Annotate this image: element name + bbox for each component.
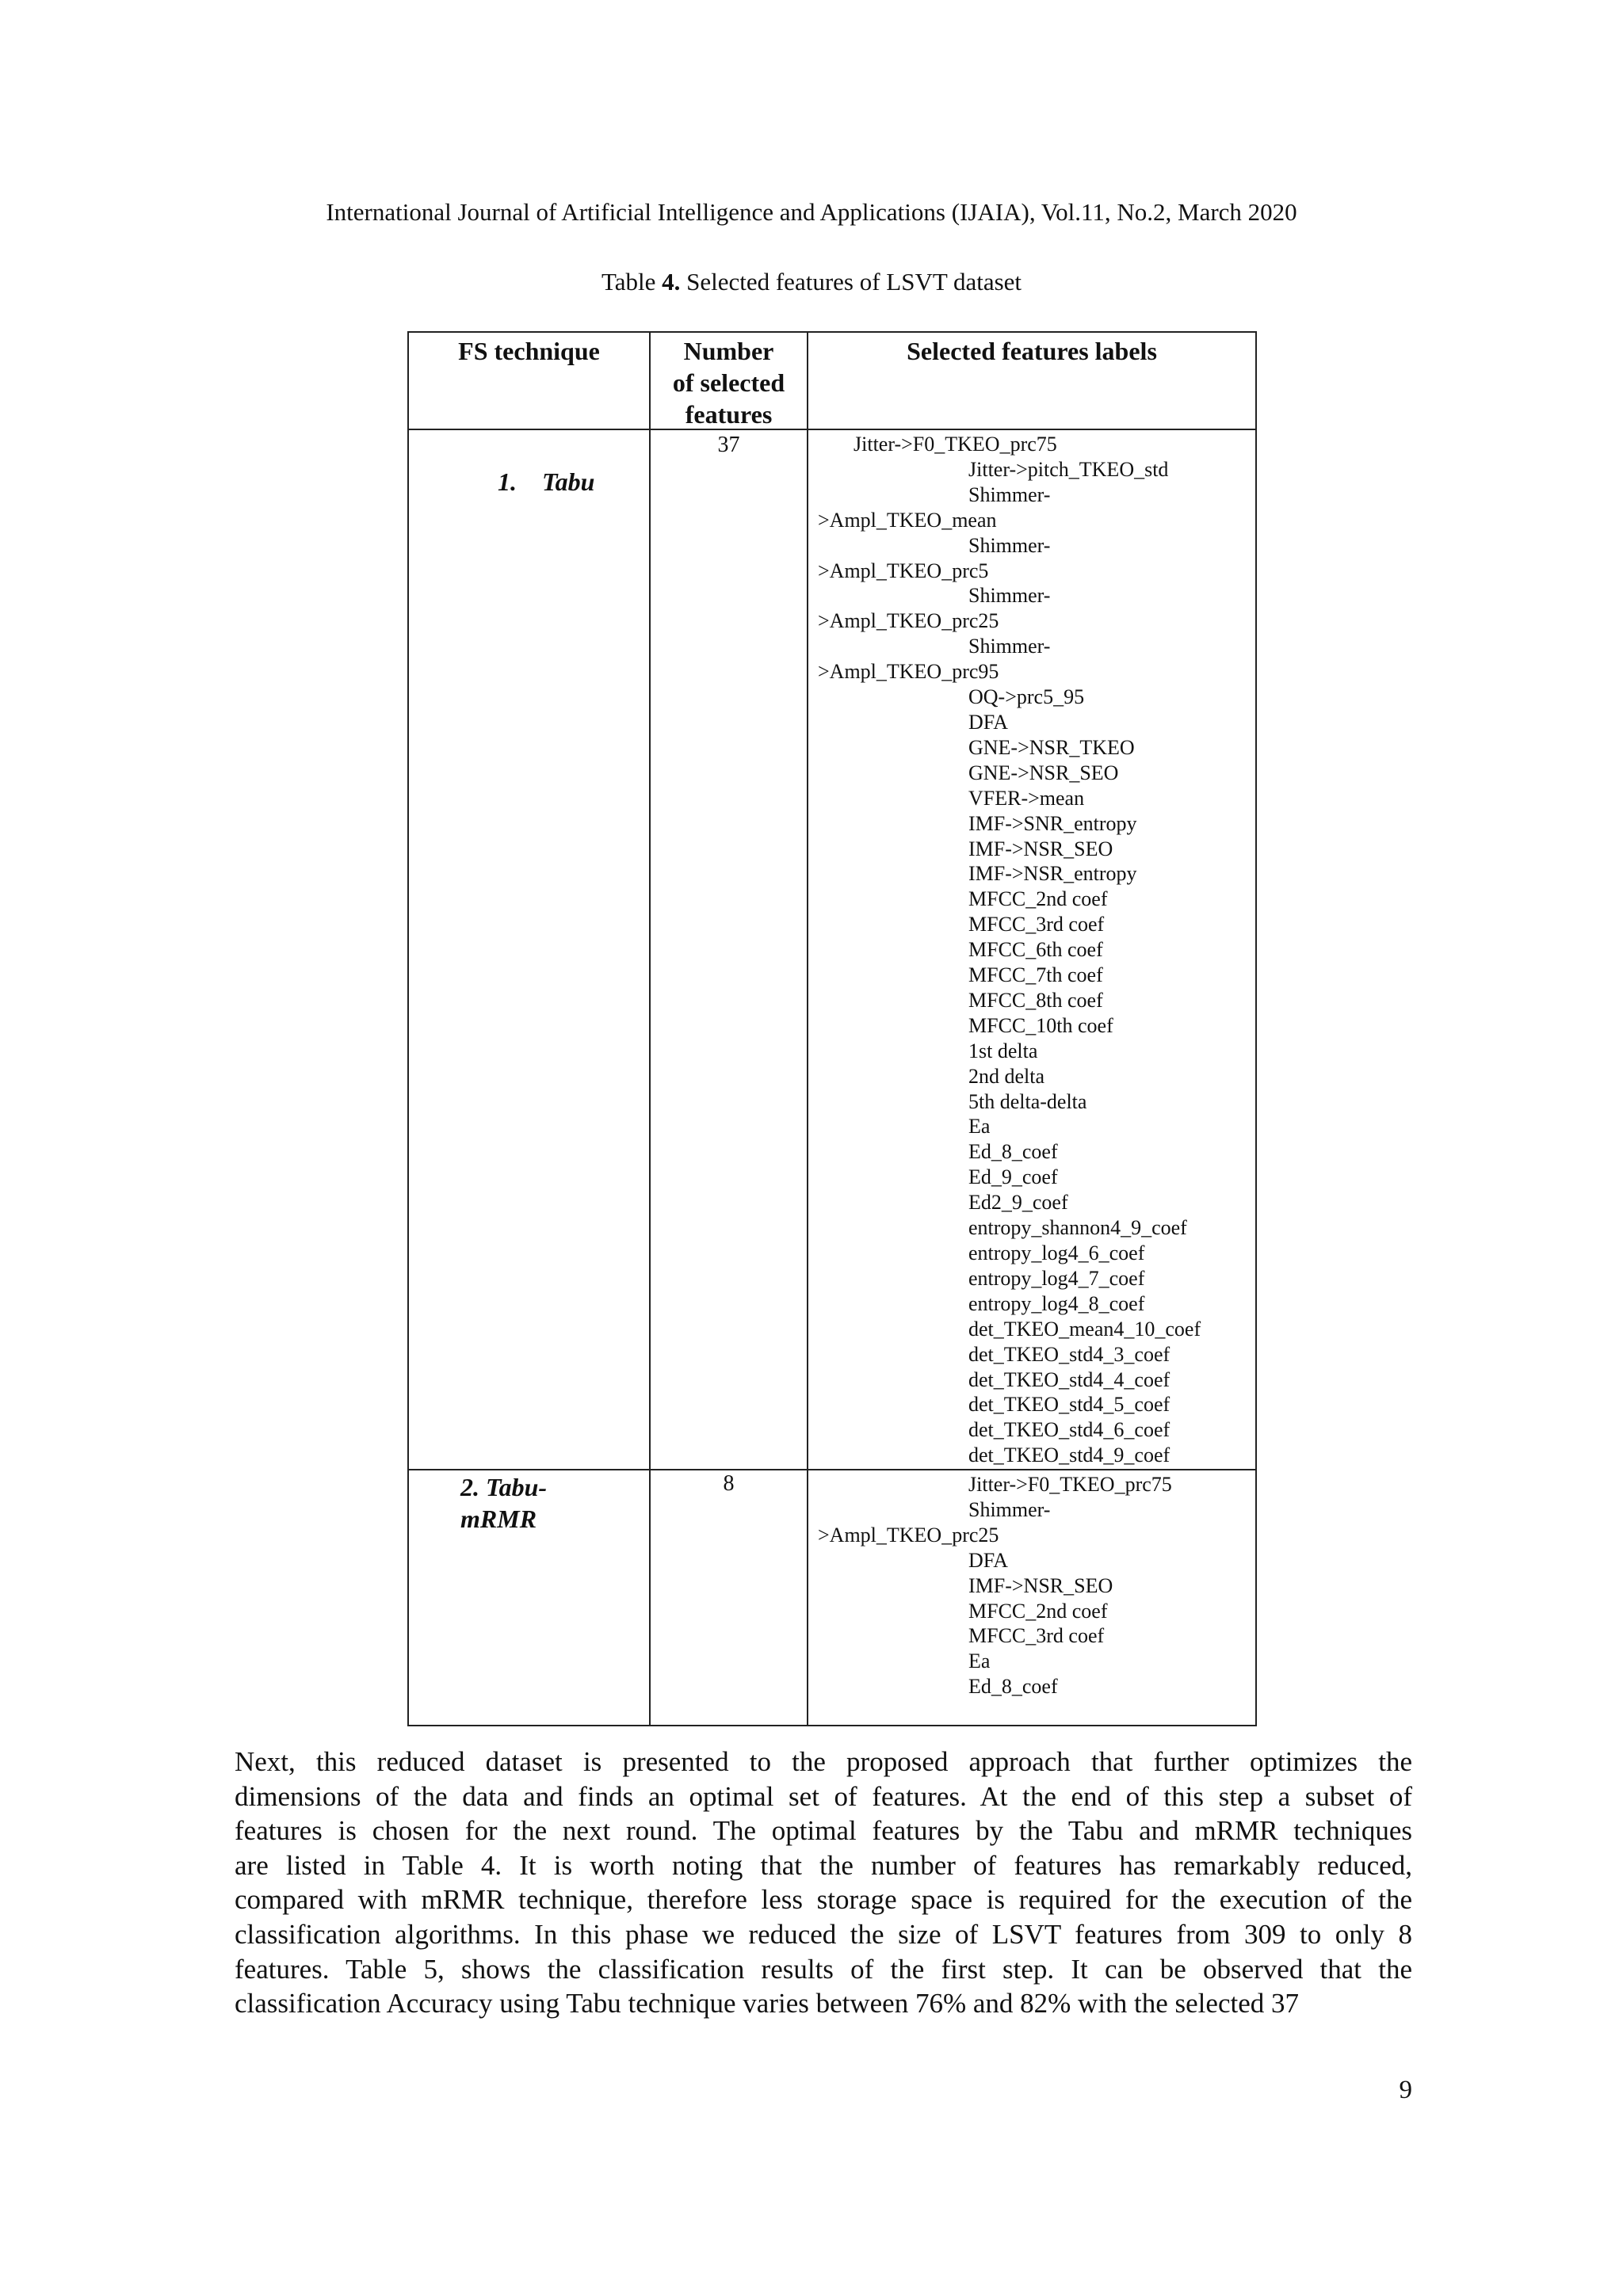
table-caption-number: 4. bbox=[662, 268, 681, 296]
feature-label: DFA bbox=[968, 710, 1009, 734]
feature-label: MFCC_7th coef bbox=[968, 963, 1103, 987]
feature-label: 1st delta bbox=[968, 1039, 1038, 1062]
feature-label: Shimmer- bbox=[968, 635, 1051, 658]
row-technique-tabu-mrmr-line2: mRMR bbox=[460, 1505, 537, 1533]
column-header-labels: Selected features labels bbox=[907, 337, 1157, 365]
feature-label: IMF->SNR_entropy bbox=[968, 811, 1137, 835]
feature-label: GNE->NSR_TKEO bbox=[968, 735, 1135, 759]
column-header-number-line2: of selected bbox=[672, 368, 785, 397]
table-header-divider bbox=[407, 429, 1257, 430]
feature-label: MFCC_3rd coef bbox=[968, 1624, 1105, 1648]
feature-label: Shimmer- bbox=[968, 1497, 1051, 1521]
table-right-border bbox=[1255, 331, 1257, 1726]
paragraph-line: compared with mRMR technique, therefore less storage space is required for the execution of the bbox=[235, 1884, 1412, 1916]
feature-label: Ed_8_coef bbox=[968, 1140, 1058, 1164]
feature-label: MFCC_8th coef bbox=[968, 988, 1103, 1012]
feature-label: IMF->NSR_SEO bbox=[968, 1573, 1113, 1597]
feature-label: MFCC_2nd coef bbox=[968, 1599, 1108, 1623]
feature-label: MFCC_2nd coef bbox=[968, 887, 1108, 911]
table-bottom-border bbox=[407, 1725, 1257, 1726]
table-col-divider-1 bbox=[649, 331, 651, 1726]
feature-label: MFCC_10th coef bbox=[968, 1013, 1113, 1037]
row-technique-tabu-mrmr-line1: 2. Tabu- bbox=[460, 1473, 548, 1501]
feature-label: det_TKEO_std4_5_coef bbox=[968, 1393, 1170, 1417]
feature-label: 5th delta-delta bbox=[968, 1089, 1087, 1113]
feature-label: Jitter->pitch_TKEO_std bbox=[968, 457, 1169, 481]
row-technique-tabu-line1: 1. Tabu bbox=[498, 467, 595, 496]
column-header-number-line1: Number bbox=[683, 337, 774, 365]
feature-label: >Ampl_TKEO_prc95 bbox=[818, 660, 999, 684]
feature-label: MFCC_3rd coef bbox=[968, 913, 1105, 936]
column-header-number bbox=[651, 335, 807, 430]
table-row-divider bbox=[407, 1469, 1257, 1470]
paragraph-line: are listed in Table 4. It is worth noting that the number of features has remarkably reduced, bbox=[235, 1849, 1412, 1881]
feature-label: Jitter->F0_TKEO_prc75 bbox=[968, 1473, 1172, 1496]
feature-label: OQ->prc5_95 bbox=[968, 685, 1085, 709]
column-header-number-line3: features bbox=[685, 400, 773, 429]
row-count-tabu: 37 bbox=[717, 433, 740, 457]
row-features-tabu-mrmr bbox=[818, 1472, 1172, 1699]
body-paragraph bbox=[235, 1745, 1412, 2021]
paragraph-line: Next, this reduced dataset is presented to the proposed approach that further optimizes the bbox=[235, 1746, 1412, 1777]
feature-label: Jitter->F0_TKEO_prc75 bbox=[854, 433, 1057, 456]
feature-label: IMF->NSR_entropy bbox=[968, 862, 1137, 886]
feature-label: IMF->NSR_SEO bbox=[968, 837, 1113, 860]
paragraph-line: features. Table 5, shows the classification results of the first step. It can be observed that the bbox=[235, 1953, 1412, 1985]
row-technique-tabu-mrmr bbox=[460, 1471, 547, 1535]
feature-label: entropy_log4_6_coef bbox=[968, 1241, 1145, 1264]
paragraph-line: dimensions of the data and finds an optimal set of features. At the end of this step a subset of bbox=[235, 1780, 1412, 1812]
feature-label: Ed2_9_coef bbox=[968, 1191, 1068, 1215]
feature-label: VFER->mean bbox=[968, 786, 1085, 810]
feature-label: >Ampl_TKEO_prc5 bbox=[818, 559, 989, 582]
row-features-tabu bbox=[818, 432, 1201, 1468]
feature-label: MFCC_6th coef bbox=[968, 938, 1103, 962]
running-header: International Journal of Artificial Intelligence and Applications (IJAIA), Vol.11, No.2, March 2020 bbox=[326, 198, 1297, 226]
feature-label: >Ampl_TKEO_prc25 bbox=[818, 1523, 999, 1547]
feature-label: det_TKEO_std4_4_coef bbox=[968, 1367, 1170, 1391]
row-count-tabu-mrmr: 8 bbox=[723, 1471, 735, 1496]
feature-label: Ea bbox=[968, 1650, 991, 1673]
feature-label: entropy_log4_8_coef bbox=[968, 1291, 1145, 1315]
table-left-border bbox=[407, 331, 409, 1726]
feature-label: det_TKEO_std4_6_coef bbox=[968, 1418, 1170, 1442]
feature-label: GNE->NSR_SEO bbox=[968, 761, 1119, 784]
table-top-border bbox=[407, 331, 1257, 333]
feature-label: Ea bbox=[968, 1115, 991, 1138]
table-caption-text: Selected features of LSVT dataset bbox=[680, 268, 1022, 296]
row-technique-tabu bbox=[472, 434, 594, 529]
feature-label: Shimmer- bbox=[968, 533, 1051, 557]
feature-label: det_TKEO_mean4_10_coef bbox=[968, 1317, 1201, 1341]
feature-label: entropy_shannon4_9_coef bbox=[968, 1216, 1187, 1240]
feature-label: >Ampl_TKEO_mean bbox=[818, 508, 997, 532]
column-header-technique: FS technique bbox=[458, 337, 600, 365]
feature-label: Ed_9_coef bbox=[968, 1165, 1058, 1189]
feature-label: det_TKEO_std4_3_coef bbox=[968, 1342, 1170, 1366]
feature-label: >Ampl_TKEO_prc25 bbox=[818, 609, 999, 633]
feature-label: det_TKEO_std4_9_coef bbox=[968, 1444, 1170, 1467]
page-number: 9 bbox=[1399, 2076, 1412, 2104]
paragraph-line: classification Accuracy using Tabu technique varies between 76% and 82% with the selected 37 bbox=[235, 1988, 1299, 2019]
feature-label: DFA bbox=[968, 1548, 1009, 1572]
feature-label: Shimmer- bbox=[968, 584, 1051, 608]
paragraph-line: features is chosen for the next round. The optimal features by the Tabu and mRMR techniques bbox=[235, 1815, 1412, 1847]
table-caption-prefix: Table bbox=[601, 268, 663, 296]
feature-label: entropy_log4_7_coef bbox=[968, 1266, 1145, 1290]
feature-label: Ed_8_coef bbox=[968, 1675, 1058, 1699]
paragraph-line: classification algorithms. In this phase we reduced the size of LSVT features from 309 to only 8 bbox=[235, 1918, 1412, 1950]
table-col-divider-2 bbox=[807, 331, 808, 1726]
feature-label: Shimmer- bbox=[968, 482, 1051, 506]
feature-label: 2nd delta bbox=[968, 1064, 1045, 1088]
